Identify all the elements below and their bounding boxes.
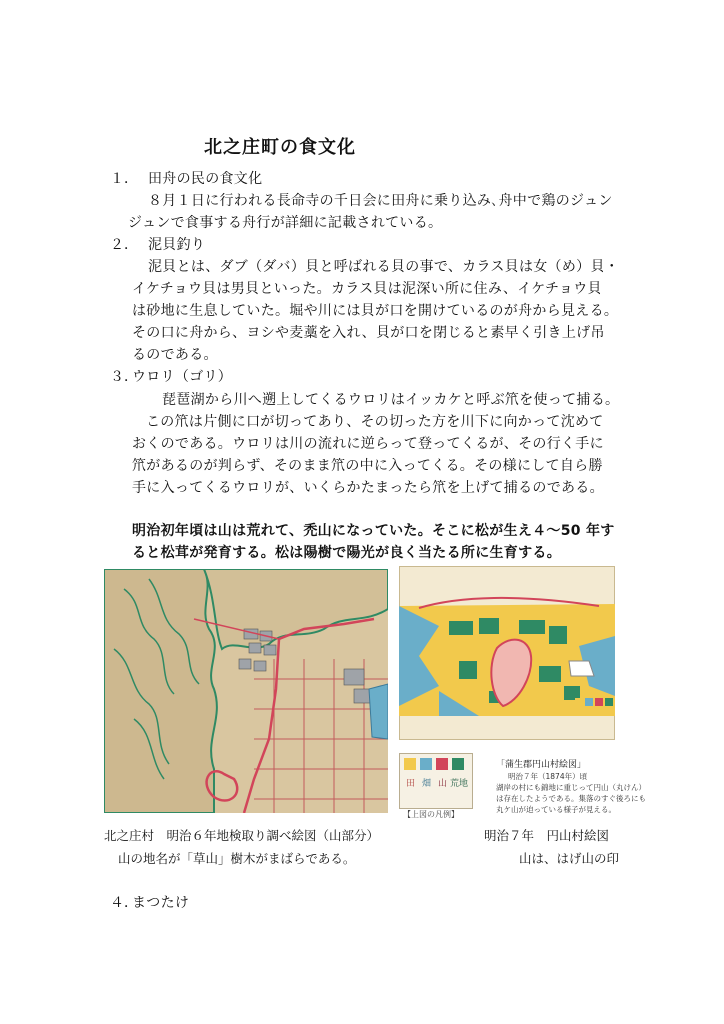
right-map-caption: 明治７年 円山村絵図 [484,828,610,843]
body-line: 笊があるのが判らず、そのまま笊の中に入ってくる。その様にして自ら勝 [132,458,603,474]
legend-label: 畑 [422,779,432,789]
section-heading: ウロリ（ゴリ） [132,369,233,385]
section-number: ２． [110,237,138,253]
map-legend-inset [399,753,473,809]
body-line: この笊は片側に口が切ってあり、その切った方を川下に向かって沈めて [146,414,604,430]
body-line: 手に入ってくるウロリが、いくらかたまったら笊を上げて捕るのである。 [132,480,604,496]
body-line: イケチョウ貝は男貝といった。カラス貝は泥深い所に住み、イケチョウ貝 [132,281,602,297]
section-number: ３． [110,369,138,385]
inset-text-line: 丸ケ山が迫っている様子が見える。 [496,805,616,814]
legend-caption: 【上図の凡例】 [403,810,459,819]
legend-label: 山 [438,779,448,789]
section-number: １． [110,171,138,187]
legend-label: 田 [406,779,416,789]
body-line: 琵琶湖から川へ遡上してくるウロリはイッカケと呼ぶ笊を使って捕る。 [162,392,620,408]
maruyama-village-map [399,566,615,740]
body-line: おくのである。ウロリは川の流れに逆らって登ってくるが、その行く手に [132,436,604,452]
kitanosho-village-map [104,569,388,813]
body-line: ８月１日に行われる長命寺の千日会に田舟に乗り込み､舟中で鶏のジュン [148,193,613,209]
legend-label: 荒地 [450,779,469,789]
body-line: は砂地に生息していた。堀や川には貝が口を開けているのが舟から見える。 [132,303,619,319]
section-number: ４． [110,895,138,911]
body-line: 泥貝とは、ダブ（ダバ）貝と呼ばれる貝の事で、カラス貝は女（め）貝・ [148,259,620,275]
section-heading: 泥貝釣り [148,237,206,253]
inset-text-line: 湖岸の村にも錦地に重じって円山（丸けん） [496,783,646,792]
page-title: 北之庄町の食文化 [204,137,356,158]
body-line: その口に舟から、ヨシや麦藁を入れ、貝が口を閉じると素早く引き上げ吊 [132,325,605,341]
inset-text-line: 明治７年（1874年）頃 [508,772,588,781]
section-heading: まつたけ [132,895,190,911]
bold-line: ると松茸が発育する。松は陽樹で陽光が良く当たる所に生育する。 [132,545,561,561]
inset-title: 「蒲生郡円山村絵図」 [496,760,587,770]
left-map-subcaption: 山の地名が「草山」樹木がまばらである。 [118,851,356,866]
inset-text-line: は存在したようである。集落のすぐ後ろにも [496,794,646,803]
body-line: ジュンで食事する舟行が詳細に記載されている。 [128,215,443,231]
bold-line: 明治初年頃は山は荒れて、禿山になっていた。そこに松が生え４〜50 年す [132,523,615,539]
body-line: るのである。 [132,347,218,363]
right-map-subcaption: 山は、はげ山の印 [519,851,620,866]
section-heading: 田舟の民の食文化 [148,171,263,187]
left-map-caption: 北之庄村 明治６年地検取り調べ絵図（山部分） [104,828,380,843]
